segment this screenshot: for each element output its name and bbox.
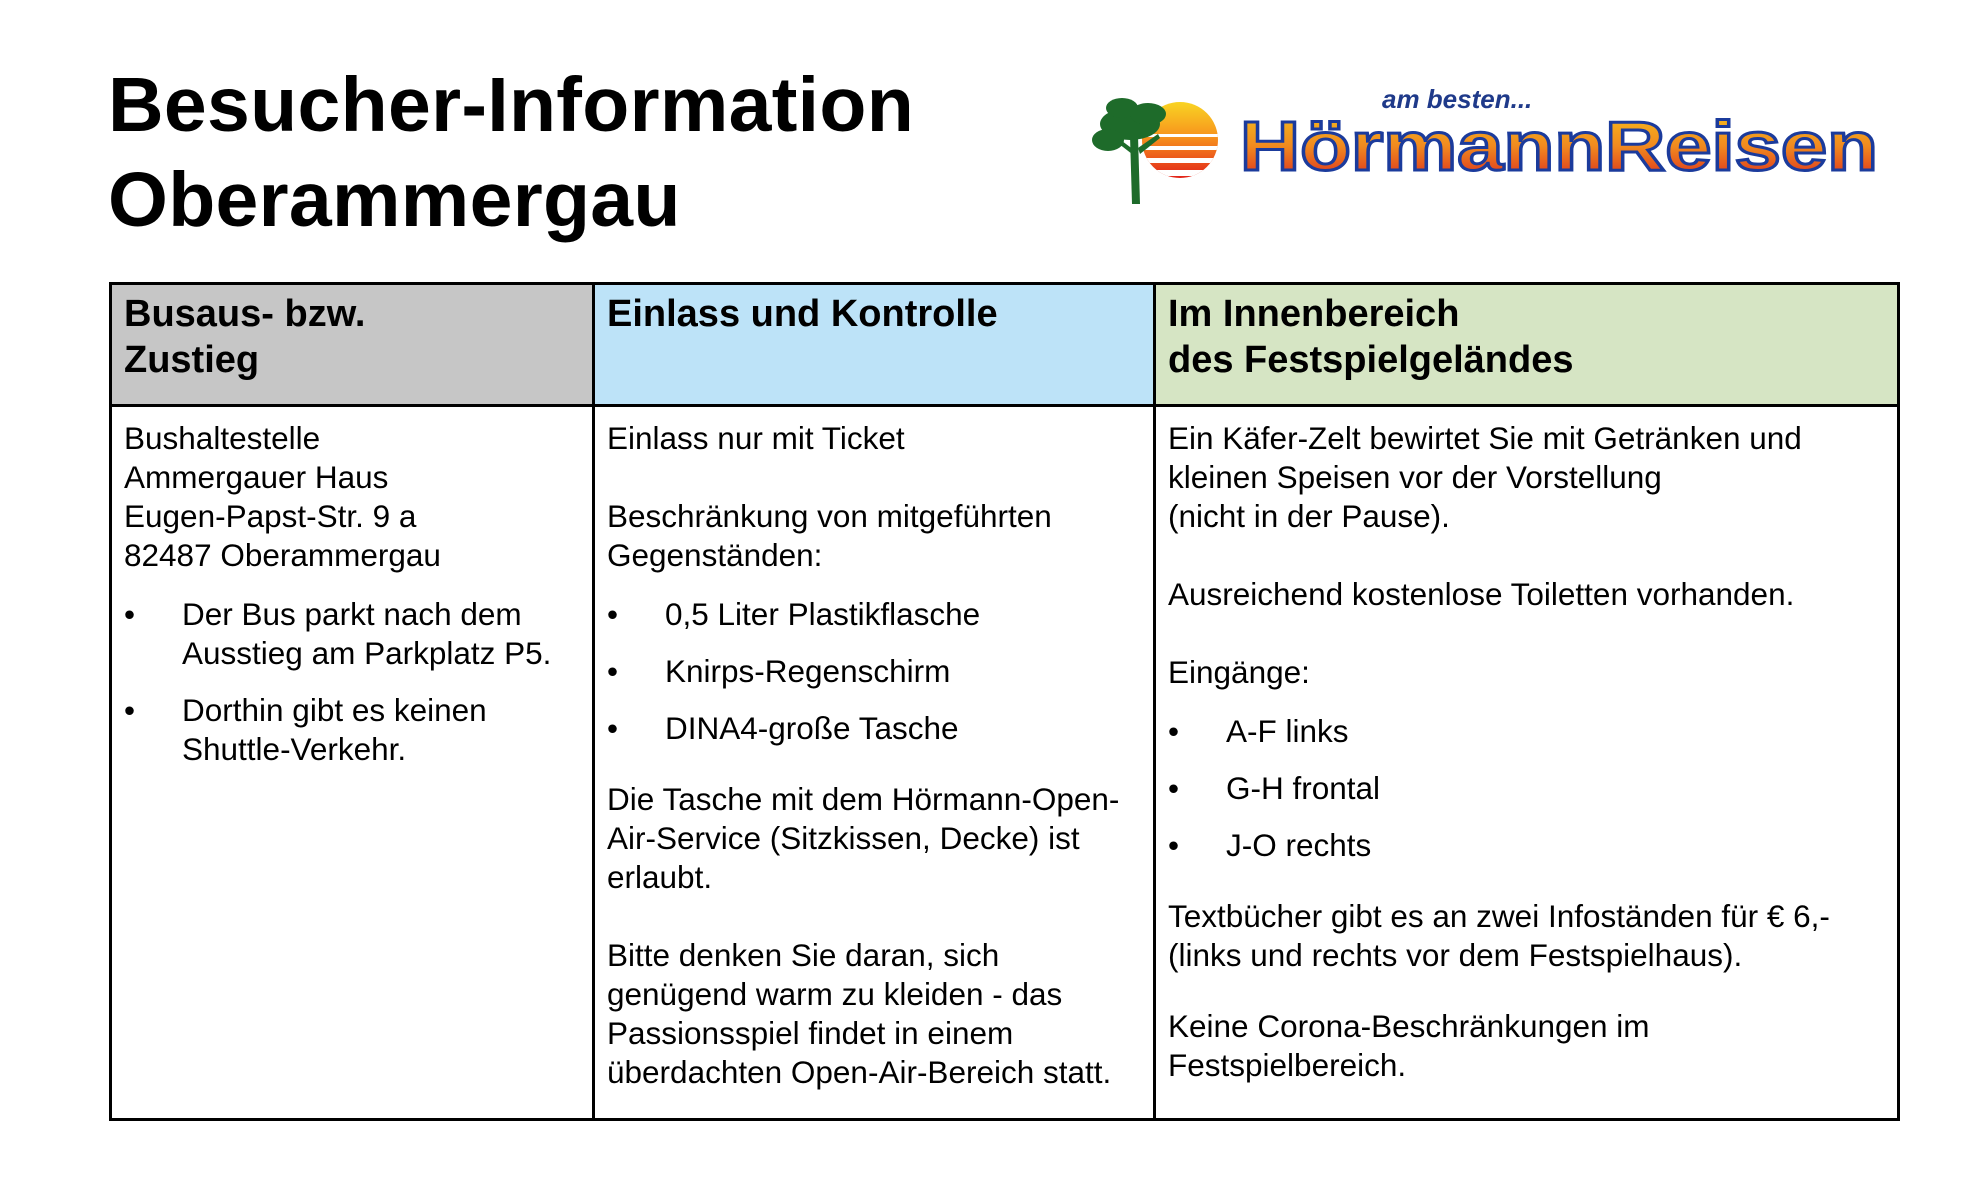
list-item: • A-F links [1168,713,1349,749]
textbook-note: Textbücher gibt es an zwei Infoständen für € 6,- (links und rechts vor dem Festspielhaus). [1168,898,1830,973]
ticket-only-text: Einlass nur mit Ticket [607,420,905,456]
list-item: • 0,5 Liter Plastikflasche [607,596,981,632]
list-item: • Knirps-Regenschirm [607,653,951,689]
table-body-row [111,406,1899,1120]
address-line: Eugen-Papst-Str. 9 a [124,498,417,534]
warm-clothing-note: Bitte denken Sie daran, sich genügend warm zu kleiden - das Passionsspiel findet in einem überdachten Open-Air-Bereich statt. [607,937,1112,1090]
header-text: Zustieg [124,339,260,381]
bag-note: Die Tasche mit dem Hörmann-Open- Air-Service (Sitzkissen, Decke) ist erlaubt. [607,781,1120,895]
toilets-note: Ausreichend kostenlose Toiletten vorhanden. [1168,576,1795,612]
header-entry-control [594,284,1155,406]
page-title [108,58,914,248]
bus-stop-address [124,419,580,575]
logo-brand-name: HörmannReisen [1240,107,1878,185]
title-line-1: Besucher-Information [108,62,915,148]
address-line: Bushaltestelle [124,420,321,456]
cell-inner-area [1155,406,1899,1120]
list-item: • G-H frontal [1168,770,1381,806]
hoermann-reisen-logo [1092,84,1892,214]
header-text: Im Innenbereich [1168,293,1460,335]
logo-tagline: am besten... [1382,84,1533,114]
list-item: • Der Bus parkt nach dem Ausstieg am Parkplatz P5. [124,596,552,671]
address-line: 82487 Oberammergau [124,537,441,573]
bullet-icon: • [1168,713,1180,749]
bus-stop-bullets [124,595,580,769]
header-text: Busaus- bzw. [124,293,366,335]
title-line-2: Oberammergau [108,157,681,243]
list-item: • J-O rechts [1168,827,1372,863]
header-bus-stop [111,284,594,406]
info-table [109,282,1900,1121]
bullet-icon: • [1168,827,1180,863]
bullet-icon: • [124,692,136,728]
entrances-list [1168,712,1885,865]
entrances-label: Eingänge: [1168,654,1310,690]
corona-note: Keine Corona-Beschränkungen im Festspielbereich. [1168,1008,1650,1083]
bullet-icon: • [607,596,619,632]
bullet-icon: • [607,710,619,746]
address-line: Ammergauer Haus [124,459,389,495]
list-item: • DINA4-große Tasche [607,710,959,746]
cell-entry-control [594,406,1155,1120]
restriction-text: Beschränkung von mitgeführten Gegenständen: [607,498,1052,573]
kaefer-tent-note: Ein Käfer-Zelt bewirtet Sie mit Getränken und kleinen Speisen vor der Vorstellung (nicht in der Pause). [1168,420,1802,534]
header-text: Einlass und Kontrolle [607,293,998,335]
table-header-row [111,284,1899,406]
bullet-icon: • [124,596,136,632]
bullet-icon: • [607,653,619,689]
list-item: • Dorthin gibt es keinen Shuttle-Verkehr. [124,692,487,767]
restriction-bullets [607,595,1141,748]
cell-bus-stop [111,406,594,1120]
bullet-icon: • [1168,770,1180,806]
header-inner-area [1155,284,1899,406]
header-text: des Festspielgeländes [1168,339,1574,381]
